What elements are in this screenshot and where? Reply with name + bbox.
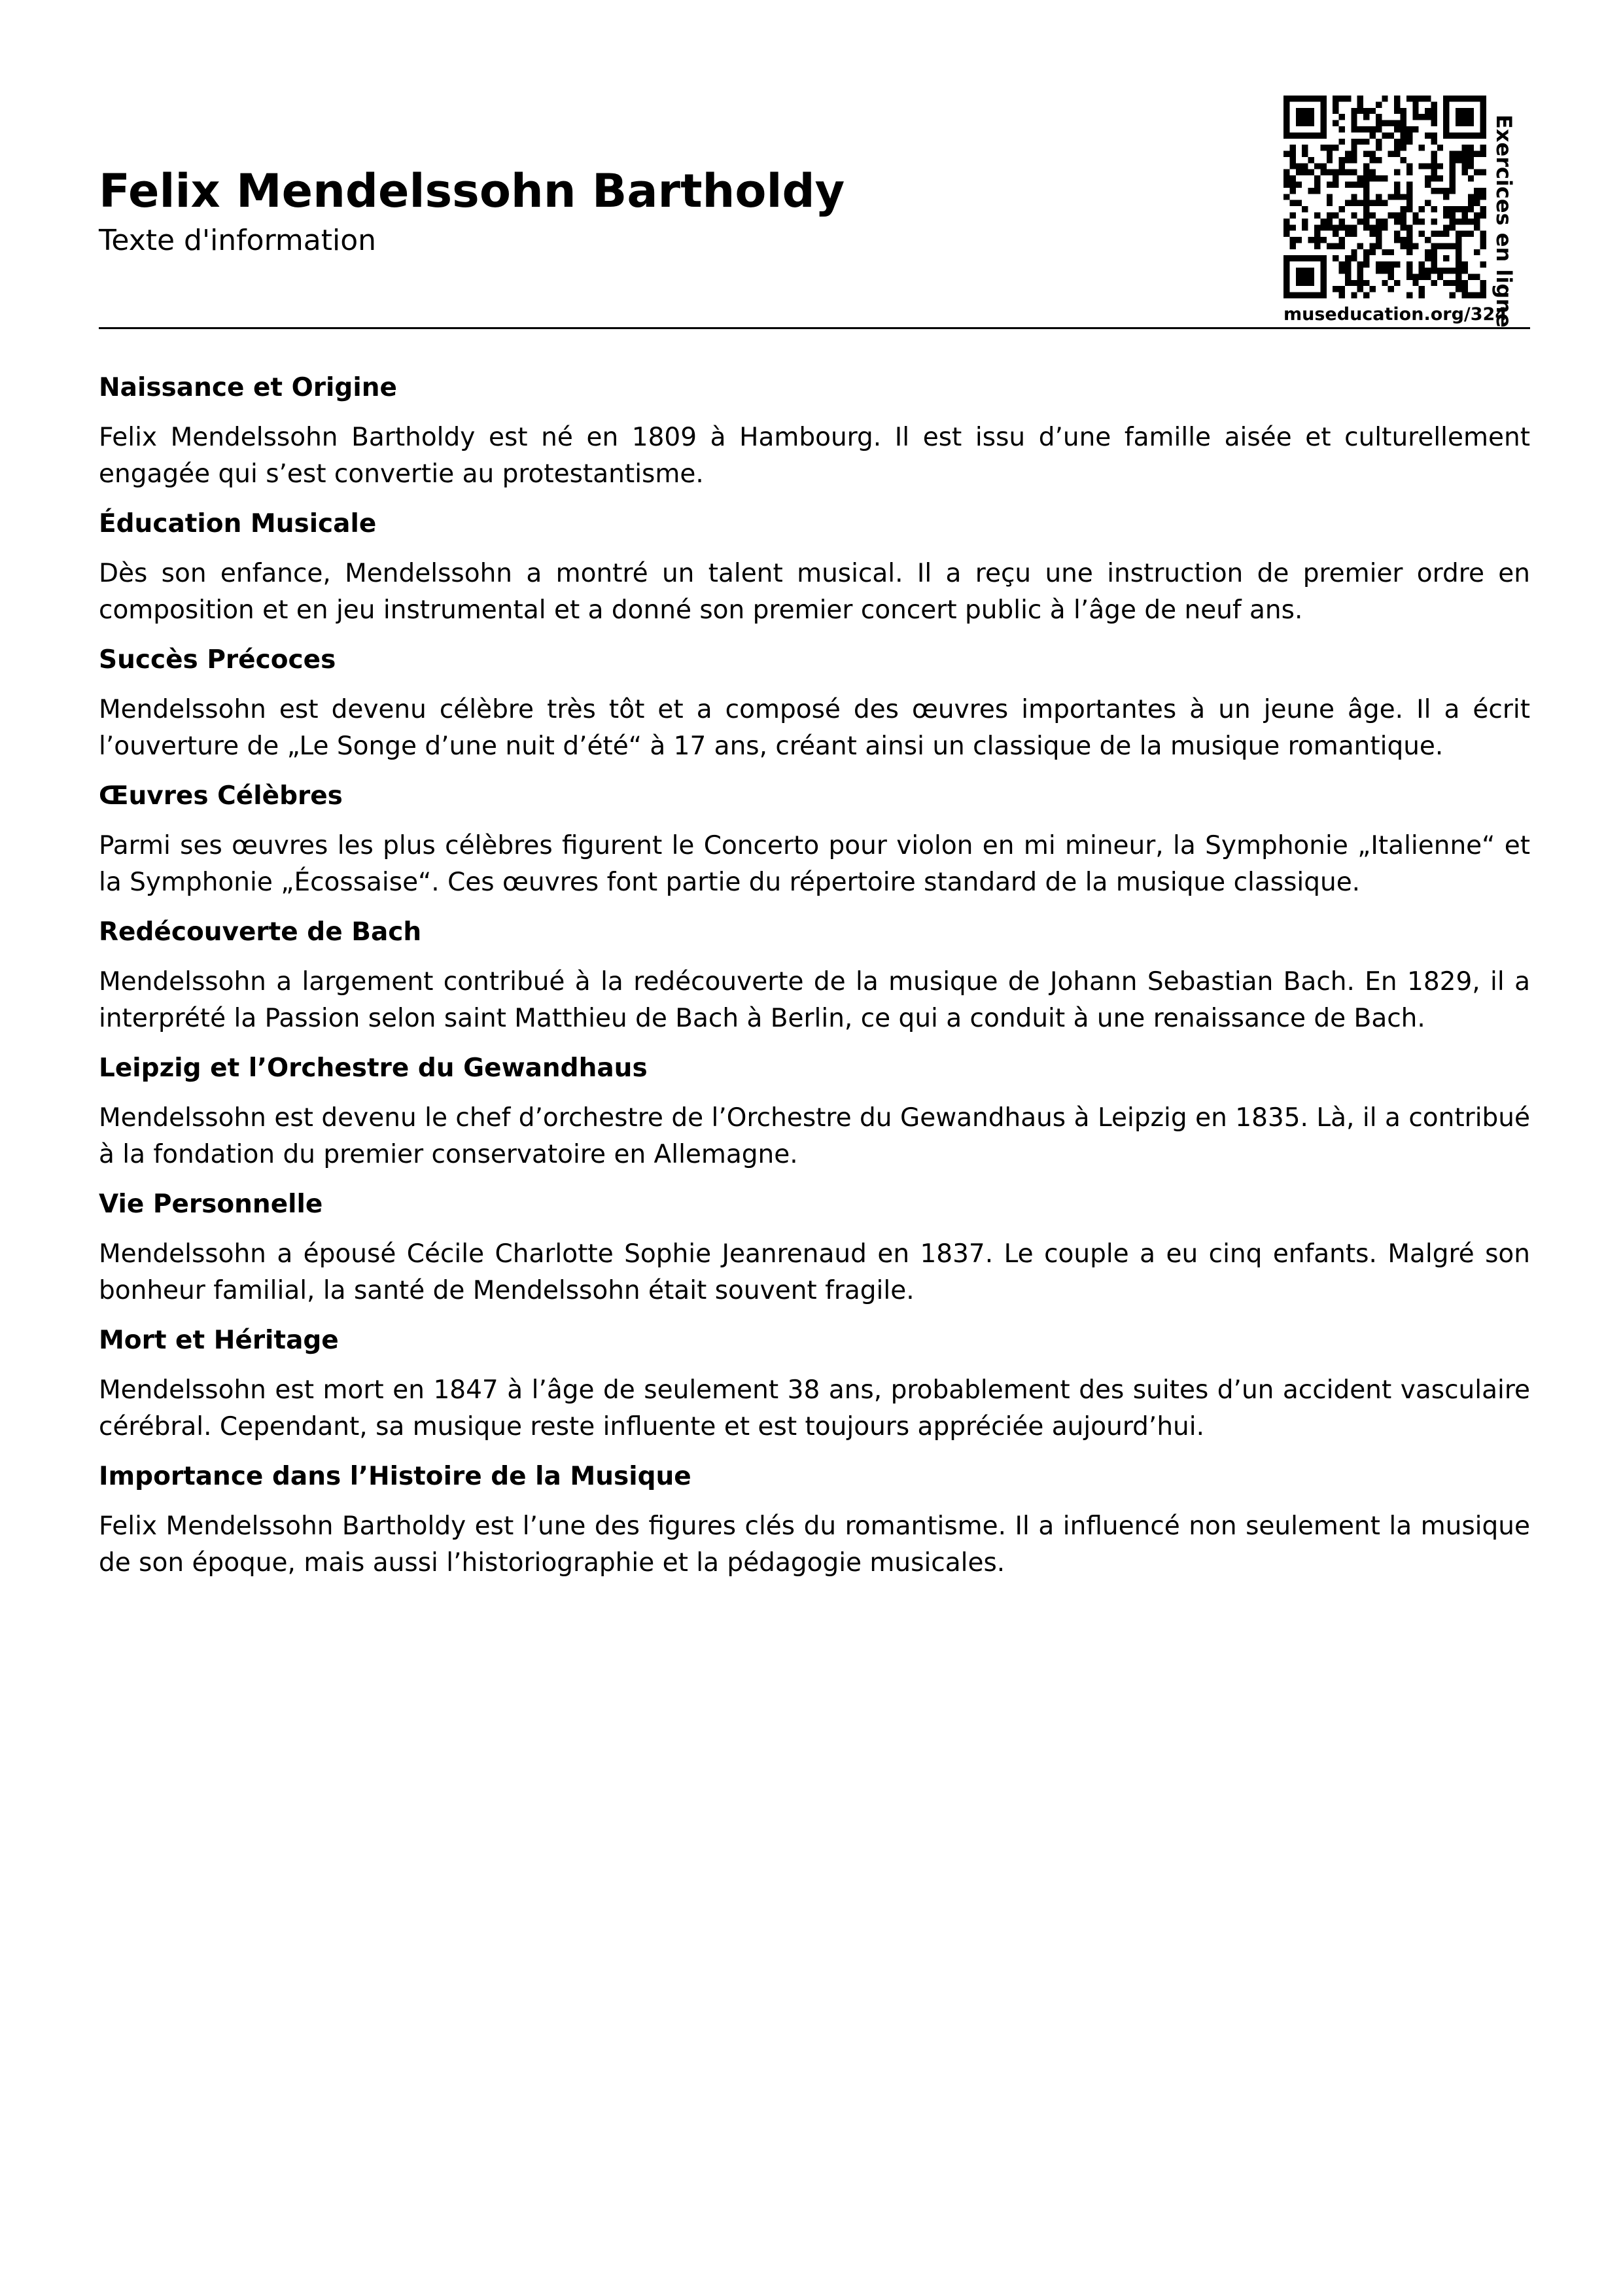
section-text: Parmi ses œuvres les plus célèbres figurent le Concerto pour violon en mi mineur, la Symphonie „Italienne“ et la Symphonie „Écossaise“. Ces œuvres font partie du répertoire standard de la musique classique. bbox=[99, 831, 1530, 897]
section-heading: Importance dans l’Histoire de la Musique bbox=[99, 1462, 691, 1491]
section-text: Felix Mendelssohn Bartholdy est l’une des figures clés du romantisme. Il a influencé non seulement la musique de son époque, mais aussi l’historiographie et la pédagogie musicales. bbox=[99, 1511, 1530, 1578]
section-famous-works bbox=[99, 778, 1530, 901]
section-heading: Succès Précoces bbox=[99, 645, 336, 675]
qr-code-icon[interactable] bbox=[1283, 96, 1486, 298]
section-text: Mendelssohn a épousé Cécile Charlotte Sophie Jeanrenaud en 1837. Le couple a eu cinq enfants. Malgré son bonheur familial, la santé de Mendelssohn était souvent fragile. bbox=[99, 1239, 1530, 1305]
online-exercises-label: Exercices en ligne bbox=[1492, 115, 1516, 328]
section-heading: Mort et Héritage bbox=[99, 1326, 339, 1355]
section-heading: Naissance et Origine bbox=[99, 373, 397, 402]
section-text: Mendelssohn a largement contribué à la redécouverte de la musique de Johann Sebastian Bach. En 1829, il a interprété la Passion selon saint Matthieu de Bach à Berlin, ce qui a conduit à une renaissance de Bach. bbox=[99, 967, 1530, 1033]
section-text: Dès son enfance, Mendelssohn a montré un talent musical. Il a reçu une instruction de premier ordre en composition et en jeu instrumental et a donné son premier concert public à l’âge de neuf ans. bbox=[99, 559, 1530, 625]
section-music-history-importance bbox=[99, 1458, 1530, 1581]
qr-url-label: museducation.org/324 bbox=[1283, 304, 1508, 325]
section-death-legacy bbox=[99, 1322, 1530, 1445]
section-musical-education bbox=[99, 506, 1530, 629]
section-heading: Œuvres Célèbres bbox=[99, 781, 343, 811]
section-heading: Redécouverte de Bach bbox=[99, 917, 422, 947]
section-birth-origin bbox=[99, 370, 1530, 493]
section-text: Felix Mendelssohn Bartholdy est né en 1809 à Hambourg. Il est issu d’une famille aisée et culturellement engagée qui s’est convertie au protestantisme. bbox=[99, 423, 1530, 489]
header-divider bbox=[99, 327, 1530, 329]
page-title: Felix Mendelssohn Bartholdy bbox=[99, 164, 845, 218]
section-text: Mendelssohn est mort en 1847 à l’âge de seulement 38 ans, probablement des suites d’un accident vasculaire cérébral. Cependant, sa musique reste influente et est toujours appréciée aujourd’hui. bbox=[99, 1375, 1530, 1441]
page-header bbox=[0, 0, 1623, 334]
section-early-success bbox=[99, 642, 1530, 765]
section-text: Mendelssohn est devenu le chef d’orchestre de l’Orchestre du Gewandhaus à Leipzig en 1835. Là, il a contribué à la fondation du premier conservatoire en Allemagne. bbox=[99, 1103, 1530, 1169]
page-subtitle: Texte d'information bbox=[99, 224, 377, 257]
section-heading: Éducation Musicale bbox=[99, 509, 377, 539]
section-heading: Vie Personnelle bbox=[99, 1190, 323, 1219]
section-heading: Leipzig et l’Orchestre du Gewandhaus bbox=[99, 1053, 648, 1083]
section-bach-rediscovery bbox=[99, 914, 1530, 1037]
section-text: Mendelssohn est devenu célèbre très tôt et a composé des œuvres importantes à un jeune âge. Il a écrit l’ouverture de „Le Songe d’une nuit d’été“ à 17 ans, créant ainsi un classique de la musique romantique. bbox=[99, 695, 1530, 761]
section-leipzig-gewandhaus bbox=[99, 1050, 1530, 1173]
section-personal-life bbox=[99, 1186, 1530, 1309]
document-body bbox=[99, 370, 1530, 1595]
